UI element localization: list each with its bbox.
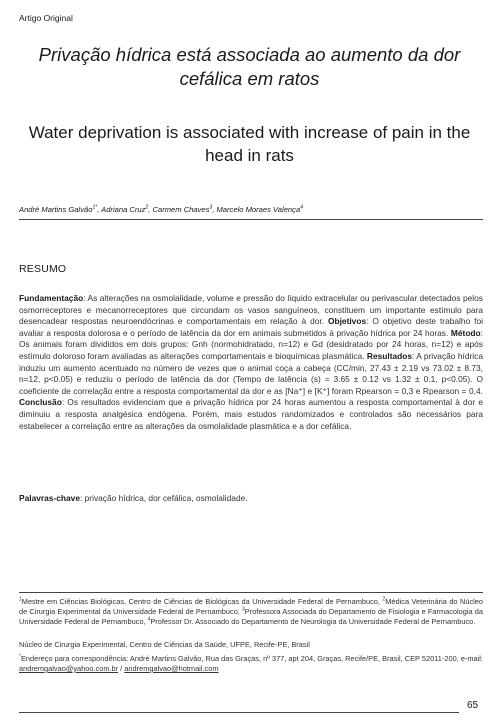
author-name: Marcelo Moraes Valença — [216, 205, 301, 214]
author-name: Carmem Chaves — [152, 205, 210, 214]
article-type-label: Artigo Original — [19, 13, 73, 23]
author-affiliation-marker: 2 — [145, 204, 149, 211]
footnote-marker: 2 — [382, 596, 386, 603]
email-separator: / — [118, 664, 125, 673]
abstract-section-text: : As alterações na osmolalidade, volume e pressão do líquido extracelular ou perivascular detectados pelos osmorreceptores e mecanorreceptores que circundam os vasos sanguíneos, constituem um importante estímulo para desencadear respostas neuroendócrinas e comportamentais em relação à dor. — [19, 293, 483, 327]
abstract-section-text: : Os animais foram divididos em dois grupos: Gnh (normohidratado, n=12) e Gd (desidratado por 24 horas, n=12) e após estímulo doloroso foram avaliadas as alterações comportamentais e bioquímicas plasmática. — [19, 327, 483, 361]
page-bottom-rule — [19, 712, 459, 713]
institution-note: Núcleo de Cirurgia Experimental, Centro de Ciências da Saúde, UFPE, Recife-PE, Brasil — [19, 640, 310, 649]
abstract-heading: RESUMO — [19, 263, 67, 275]
title-english: Water deprivation is associated with increase of pain in the head in rats — [28, 123, 471, 165]
author-list: André Martins Galvão$^{1*}$, Adriana Cruz$^2$, Carmem Chaves$^3$, Marcelo Moraes Valença$^4$ — [19, 204, 303, 214]
author-affiliation-marker: 4 — [300, 204, 303, 211]
correspondence-note — [19, 654, 483, 674]
footnote-marker: 1 — [19, 596, 22, 603]
abstract-section-label: Fundamentação — [19, 293, 84, 303]
footnote-text: Professora Associada do Departamento de Fisiologia e Farmacologia da Universidade Federal de Pernambuco, — [19, 607, 484, 626]
abstract-section-label: Conclusão — [19, 397, 62, 408]
author-divider-rule — [19, 219, 483, 220]
title-portuguese: Privação hídrica está associada ao aumento da dor cefálica em ratos — [38, 44, 461, 89]
email-link-yahoo[interactable]: andremgalvao@yahoo.com.br — [19, 664, 119, 673]
footnote-text: Mestre em Ciências Biológicas, Centro de Ciências de Biológicas da Universidade Federal de Pernambuco, — [21, 597, 383, 606]
page-number: 65 — [467, 700, 479, 711]
correspondence-marker: * — [19, 653, 21, 660]
footnote-divider-rule — [19, 592, 483, 593]
footnote-marker: 4 — [147, 616, 151, 623]
keywords-text: : privação hídrica, dor cefálica, osmolalidade. — [80, 493, 248, 503]
author-affiliation-marker: 3 — [209, 204, 213, 211]
abstract-section-text: : O objetivo deste trabalho foi avaliar a resposta dolorosa e o período de latência da dor em animais submetidos à privação hídrica por 24 horas. — [19, 316, 483, 338]
keywords — [19, 493, 248, 503]
abstract-body — [19, 293, 483, 432]
author-affiliation-marker: 1* — [92, 204, 98, 211]
abstract-section-text: : A privação hídrica induziu um aumento acentuado no número de vezes que o animal coça a cabeça (CC/min, 27.43 ± 2.19 vs 73.02 ± 8.73, n=12, p<0.05) e reduziu o período de latência da dor (Tempo de latência (s) = 3.65 ± 0.12 vs 1.32 ± 0.1, p<0.05). O coeficiente de correlação entre a resposta comportamental da dor e as [Na⁺] e [K⁺] foram Rpearson = 0,3 e Rpearson = 0,4. — [19, 350, 483, 396]
abstract-section-label: Método — [450, 327, 481, 338]
abstract-section-text: : Os resultados evidenciam que a privação hídrica por 24 horas aumentou a resposta comportamental à dor e diminuiu a resposta analgésica endógena. Porém, mais estudos randomizados e controlados são necessários para estabelecer a correlação entre as alterações da osmolalidade plasmática e a dor cefálica. — [19, 397, 483, 431]
abstract-section-label: Resultados — [366, 350, 413, 361]
footnote-marker: 3 — [242, 606, 245, 613]
email-link-hotmail[interactable]: andremgalvao@hotmail.com — [124, 664, 219, 673]
abstract-section-label: Objetivos — [327, 316, 367, 327]
footnote-text: Professor Dr. Associado do Departamento de Neurologia da Universidade Federal de Pernambuco. — [150, 617, 476, 626]
author-name: André Martins Galvão — [19, 205, 93, 214]
author-name: Adriana Cruz — [101, 205, 146, 214]
footnote-text: Médica Veterinária do Núcleo de Cirurgia Experimental da Universidade Federal de Pernambuco, — [19, 597, 484, 616]
keywords-label: Palavras-chave — [19, 493, 80, 503]
correspondence-text: Endereço para correspondência: André Martins Galvão, Rua das Graças, nº 377, apt 204, Graças, Recife/PE, Brasil, CEP 52011-200, e-mail: — [20, 654, 483, 663]
affiliation-footnotes — [19, 597, 483, 627]
